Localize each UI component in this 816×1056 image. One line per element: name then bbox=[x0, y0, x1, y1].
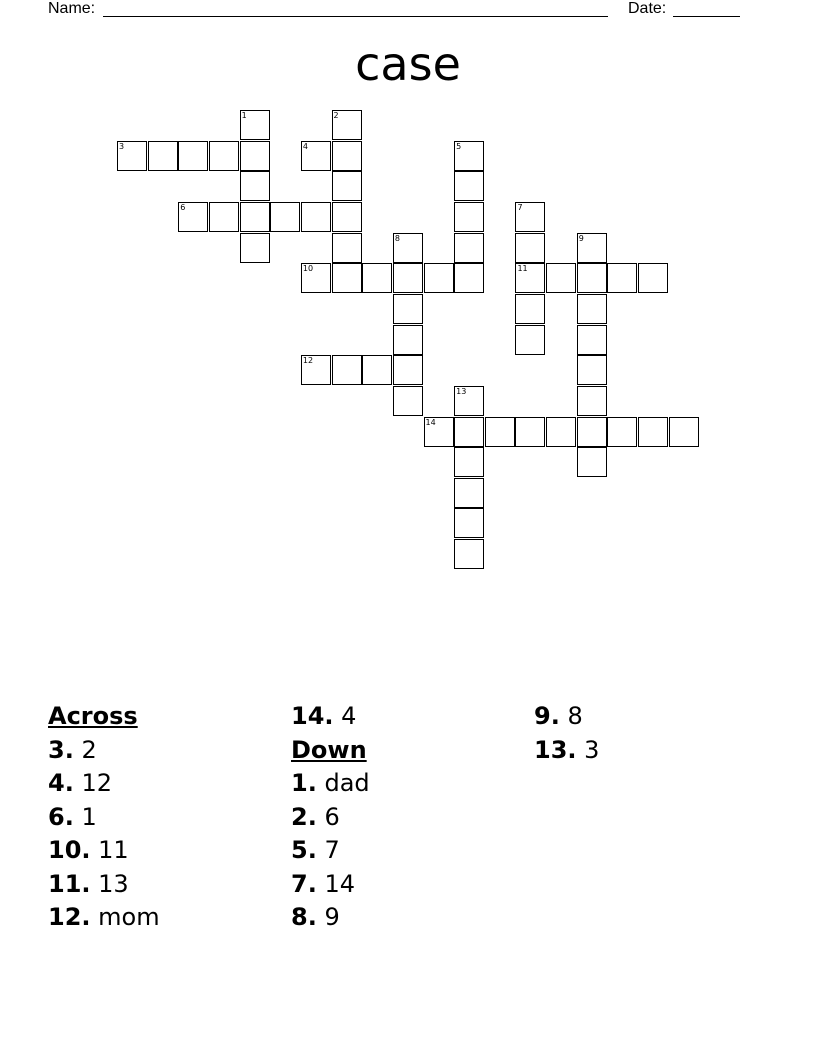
clue-item bbox=[48, 734, 160, 768]
clue-number: 11. bbox=[48, 869, 91, 898]
crossword-cell[interactable] bbox=[332, 202, 362, 232]
crossword-cell[interactable] bbox=[577, 325, 607, 355]
crossword-cell[interactable] bbox=[240, 141, 270, 171]
cell-number: 8 bbox=[394, 233, 400, 243]
crossword-cell[interactable] bbox=[515, 202, 545, 232]
date-label: Date: bbox=[628, 0, 667, 17]
cell-number: 1 bbox=[241, 111, 247, 120]
crossword-cell[interactable] bbox=[362, 263, 392, 293]
clue-number: 8. bbox=[291, 903, 317, 931]
crossword-cell[interactable] bbox=[546, 263, 576, 293]
crossword-cell[interactable] bbox=[393, 294, 423, 324]
clue-item bbox=[48, 901, 160, 935]
crossword-cell[interactable] bbox=[454, 263, 484, 293]
crossword-cell[interactable] bbox=[454, 417, 484, 447]
crossword-cell[interactable] bbox=[332, 141, 362, 171]
cell-number: 7 bbox=[517, 202, 523, 212]
clue-number: 7. bbox=[291, 869, 317, 898]
clue-number: 13. bbox=[534, 735, 577, 764]
crossword-cell[interactable] bbox=[301, 263, 331, 293]
crossword-cell[interactable] bbox=[669, 417, 699, 447]
crossword-cell[interactable] bbox=[454, 171, 484, 201]
name-label: Name: bbox=[48, 0, 96, 17]
crossword-cell[interactable] bbox=[240, 202, 270, 232]
crossword-cell[interactable] bbox=[301, 355, 331, 385]
cell-number: 13 bbox=[456, 386, 467, 396]
crossword-cell[interactable] bbox=[301, 202, 331, 232]
clue-text: 12 bbox=[81, 769, 113, 797]
crossword-cell[interactable] bbox=[454, 447, 484, 477]
crossword-cell[interactable] bbox=[638, 263, 668, 293]
crossword-cell[interactable] bbox=[454, 508, 484, 538]
crossword-cell[interactable] bbox=[515, 325, 545, 355]
clue-number: 5. bbox=[291, 836, 317, 864]
crossword-cell[interactable] bbox=[240, 171, 270, 201]
crossword-cell[interactable] bbox=[454, 202, 484, 232]
crossword-cell[interactable] bbox=[515, 417, 545, 447]
crossword-cell[interactable] bbox=[178, 141, 208, 171]
clue-number: 6. bbox=[48, 802, 74, 831]
crossword-cell[interactable] bbox=[209, 141, 239, 171]
crossword-cell[interactable] bbox=[332, 233, 362, 263]
crossword-cell[interactable] bbox=[454, 478, 484, 508]
clue-item bbox=[291, 700, 370, 734]
cell-number: 11 bbox=[517, 264, 528, 274]
clue-item bbox=[291, 834, 370, 868]
clue-item bbox=[291, 801, 370, 835]
cell-number: 14 bbox=[425, 417, 436, 427]
clue-text: 2 bbox=[81, 735, 97, 764]
clue-text: 13 bbox=[98, 869, 129, 898]
crossword-cell[interactable] bbox=[454, 386, 484, 416]
crossword-cell[interactable] bbox=[393, 233, 423, 263]
clue-number: 3. bbox=[48, 735, 74, 764]
clue-item bbox=[48, 868, 160, 902]
crossword-cell[interactable] bbox=[424, 417, 454, 447]
clue-heading-across: Across bbox=[48, 702, 138, 730]
cell-number: 12 bbox=[302, 356, 314, 366]
clue-item bbox=[291, 767, 370, 801]
crossword-cell[interactable] bbox=[209, 202, 239, 232]
cell-number: 2 bbox=[333, 111, 339, 120]
cell-number: 4 bbox=[302, 141, 308, 151]
crossword-cell[interactable] bbox=[515, 263, 545, 293]
crossword-cell[interactable] bbox=[117, 141, 147, 171]
clue-text: 4 bbox=[341, 702, 357, 730]
clue-text: 1 bbox=[81, 802, 97, 831]
clue-number: 2. bbox=[291, 802, 317, 831]
clue-column-1 bbox=[48, 700, 160, 935]
crossword-cell[interactable] bbox=[607, 263, 637, 293]
clue-text: dad bbox=[324, 769, 370, 797]
clue-number: 14. bbox=[291, 702, 334, 730]
crossword-cell[interactable] bbox=[270, 202, 300, 232]
crossword-cell[interactable] bbox=[577, 233, 607, 263]
clue-text: 3 bbox=[584, 735, 600, 764]
crossword-cell[interactable] bbox=[178, 202, 208, 232]
clue-item bbox=[48, 834, 160, 868]
clue-item bbox=[291, 901, 370, 935]
crossword-cell[interactable] bbox=[454, 539, 484, 569]
cell-number: 3 bbox=[119, 141, 125, 151]
crossword-cell[interactable] bbox=[577, 263, 607, 293]
crossword-cell[interactable] bbox=[577, 417, 607, 447]
clue-number: 10. bbox=[48, 836, 91, 864]
clue-list bbox=[0, 700, 816, 1000]
clue-column-2 bbox=[291, 700, 370, 935]
page-title: case bbox=[355, 37, 461, 91]
crossword-cell[interactable] bbox=[393, 263, 423, 293]
cell-number: 6 bbox=[180, 202, 186, 212]
clue-number: 1. bbox=[291, 769, 317, 797]
crossword-cell[interactable] bbox=[240, 110, 270, 140]
crossword-cell[interactable] bbox=[148, 141, 178, 171]
clue-item bbox=[48, 801, 160, 835]
crossword-cell[interactable] bbox=[424, 263, 454, 293]
crossword-cell[interactable] bbox=[607, 417, 637, 447]
clue-number: 9. bbox=[534, 702, 560, 730]
crossword-cell[interactable] bbox=[301, 141, 331, 171]
crossword-cell[interactable] bbox=[393, 386, 423, 416]
cell-number: 5 bbox=[456, 141, 462, 151]
clue-text: 14 bbox=[324, 869, 356, 898]
crossword-cell[interactable] bbox=[577, 447, 607, 477]
clue-text: 11 bbox=[98, 836, 129, 864]
clue-text: mom bbox=[98, 903, 160, 931]
crossword-cell[interactable] bbox=[362, 355, 392, 385]
clue-text: 7 bbox=[324, 836, 340, 864]
crossword-cell[interactable] bbox=[393, 355, 423, 385]
clue-number: 4. bbox=[48, 769, 74, 797]
crossword-cell[interactable] bbox=[638, 417, 668, 447]
crossword-cell[interactable] bbox=[515, 294, 545, 324]
crossword-cell[interactable] bbox=[577, 294, 607, 324]
crossword-cell[interactable] bbox=[454, 233, 484, 263]
crossword-cell[interactable] bbox=[577, 355, 607, 385]
crossword-cell[interactable] bbox=[546, 417, 576, 447]
clue-text: 8 bbox=[567, 702, 583, 730]
cell-number: 10 bbox=[302, 264, 314, 274]
crossword-cell[interactable] bbox=[515, 233, 545, 263]
crossword-cell[interactable] bbox=[332, 110, 362, 140]
clue-item bbox=[534, 700, 599, 734]
clue-column-3 bbox=[534, 700, 599, 767]
clue-item bbox=[48, 767, 160, 801]
crossword-cell[interactable] bbox=[332, 171, 362, 201]
crossword-cell[interactable] bbox=[393, 325, 423, 355]
crossword-cell[interactable] bbox=[454, 141, 484, 171]
crossword-cell[interactable] bbox=[485, 417, 515, 447]
crossword-cell[interactable] bbox=[240, 233, 270, 263]
clue-item bbox=[291, 868, 370, 902]
clue-heading-down: Down bbox=[291, 735, 367, 764]
clue-text: 9 bbox=[324, 903, 340, 931]
clue-item bbox=[534, 734, 599, 768]
clue-number: 12. bbox=[48, 903, 91, 931]
clue-text: 6 bbox=[324, 802, 340, 831]
crossword-cell[interactable] bbox=[332, 263, 362, 293]
cell-number: 9 bbox=[578, 233, 584, 243]
crossword-cell[interactable] bbox=[332, 355, 362, 385]
crossword-cell[interactable] bbox=[577, 386, 607, 416]
